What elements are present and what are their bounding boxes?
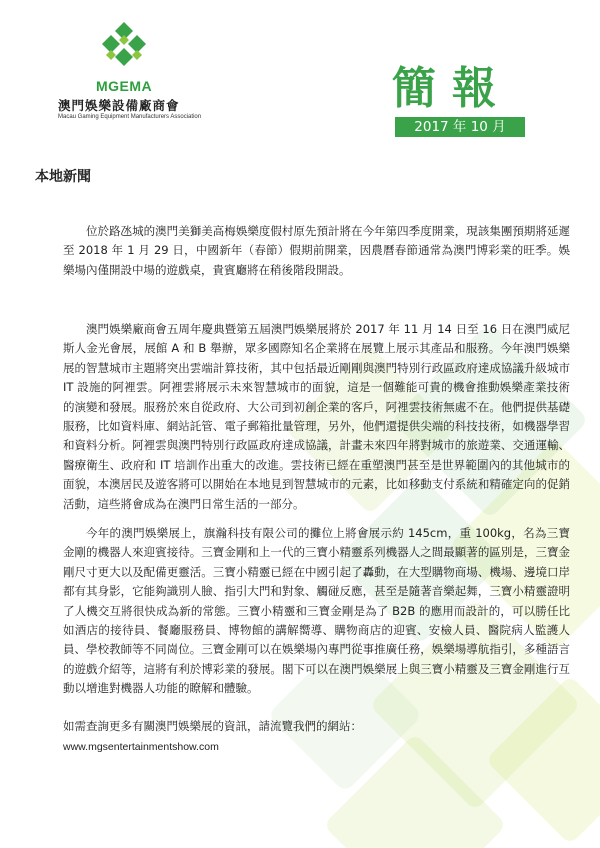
org-name-chinese: 澳門娛樂設備廠商會 — [58, 98, 180, 113]
news-paragraph-expo: 澳門娛樂廠商會五周年慶典暨第五屆澳門娛樂展將於 2017 年 11 月 14 日至 16 日在澳門威尼斯人金光會展，展館 A 和 B 舉辦，眾多國際知名企業將在展覽上展示其產品和服務。今年澳門娛樂展的智慧城市主題將突出雲端計算技術，其中包括最近剛剛與澳門特別行政區政府達成協議升級城市 IT 設施的阿裡雲。阿裡雲將展示未來智慧城市的面貌，這是一個難能可貴的機會推動娛樂產業技術的演變和發展。服務於來自從政府、大公司到初創企業的客戶，阿裡雲技術無處不在。他們提供基礎服務，比如資料庫、網站託管、電子郵箱批量管理，另外，他們還提供尖端的科技技術，如機器學習和資料分析。阿裡雲與澳門特別行政區政府達成協議，計畫未來四年將對城市的旅遊業、交通運輸、醫療衛生、政府和 IT 培訓作出重大的改進。雲技術已經在重塑澳門甚至是世界範圍內的其他城市的面貌，本澳居民及遊客將可以開始在本地見到智慧城市的元素，比如移動支付系統和精確定向的促銷活動，這些將會成為在澳門日常生活的一部分。 — [63, 322, 570, 511]
news-paragraph-mgm: 位於路氹城的澳門美獅美高梅娛樂度假村原先預計將在今年第四季度開業，現該集團預期將延遲至 2018 年 1 月 29 日，中國新年（春節）假期前開業，因農曆春節通常為澳門博彩業的旺季。娛樂場內僅開設中場的遊戲桌，貴賓廳將在稍後階段開設。 — [63, 224, 570, 277]
org-name-english: Macau Gaming Equipment Manufacturers Association — [58, 114, 202, 120]
news-paragraph-robot: 今年的澳門娛樂展上，旗瀚科技有限公司的攤位上將會展示約 145cm，重 100kg，名為三寶金剛的機器人來迎賓接待。三寶金剛和上一代的三寶小精靈系列機器人之間最顯著的區別是，三寶金剛尺寸更大以及配備更靈活。三寶小精靈已經在中國引起了轟動，在大型購物商場、機場、邊境口岸都有其身影，它能夠識別人臉、指引大門和對象、觸碰反應，甚至是隨著音樂起舞，三寶小精靈證明了人機交互將很快成為新的常態。三寶小精靈和三寶金剛是為了 B2B 的應用而設計的，可以勝任比如酒店的接待員、餐廳服務員、博物館的講解嚮導、購物商店的迎賓、安檢人員、醫院病人監護人員、學校教師等不同崗位。三寶金剛可以在娛樂場內專門從事推廣任務，娛樂場導航指引，多種語言的遊戲介紹等，這將有利於博彩業的發展。閣下可以在澳門娛樂展上與三寶小精靈及三寶金剛進行互動以增進對機器人功能的瞭解和體驗。 — [63, 526, 570, 696]
brief-date-badge: 2017 年 10 月 — [395, 117, 525, 137]
website-link[interactable]: www.mgsentertainmentshow.com — [63, 741, 219, 753]
mgema-logo-icon — [96, 20, 152, 76]
org-abbreviation: MGEMA — [96, 78, 153, 94]
inquiry-text: 如需查詢更多有關澳門娛樂展的資訊，請流覽我們的網站： — [63, 719, 362, 733]
section-title: 本地新聞 — [35, 169, 91, 185]
brief-title: 簡報 — [392, 63, 512, 114]
